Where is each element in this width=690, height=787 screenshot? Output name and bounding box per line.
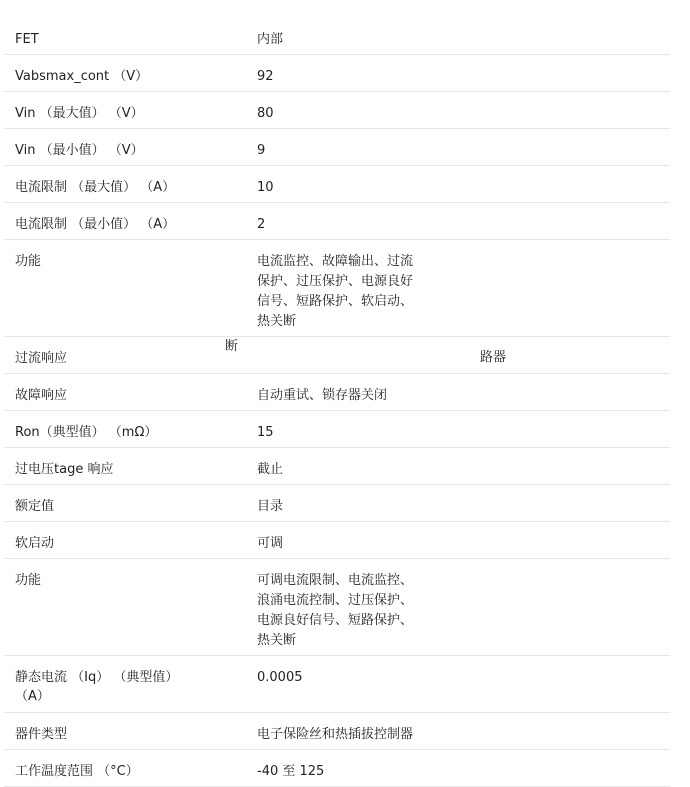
- value-line: 电流监控、故障输出、过流: [257, 254, 414, 269]
- table-row: [4, 129, 670, 166]
- table-row: [4, 337, 670, 374]
- row-value: [257, 252, 437, 332]
- table-row: [4, 374, 670, 411]
- table-row: [4, 55, 670, 92]
- row-value: -40 至 125: [257, 764, 325, 779]
- row-label: Vabsmax_cont （V）: [15, 69, 149, 84]
- row-label: 功能: [15, 573, 42, 588]
- row-value: 92: [257, 69, 274, 84]
- table-row: [4, 559, 670, 656]
- table-row: [4, 656, 670, 713]
- value-line: 浪涌电流控制、过压保护、: [257, 593, 414, 608]
- label-line: 静态电流 （Iq） （典型值）: [15, 670, 179, 685]
- row-value: 80: [257, 106, 274, 121]
- value-line: 信号、短路保护、软启动、: [257, 294, 414, 309]
- label-line: （A）: [15, 689, 50, 704]
- row-label: 器件类型: [15, 727, 68, 742]
- row-value-fragment: 路器: [480, 350, 507, 365]
- table-row: [4, 166, 670, 203]
- row-value: 目录: [257, 499, 284, 514]
- table-row: [4, 203, 670, 240]
- row-label: 软启动: [15, 536, 55, 551]
- table-row: [4, 522, 670, 559]
- row-value: 自动重试、锁存器关闭: [257, 388, 388, 403]
- row-value: 9: [257, 143, 266, 158]
- row-label: Ron（典型值） （mΩ）: [15, 425, 158, 440]
- row-label: 过流响应: [15, 351, 68, 366]
- row-value: 电子保险丝和热插拔控制器: [257, 727, 414, 742]
- row-label: 功能: [15, 254, 42, 269]
- row-label: [15, 668, 215, 706]
- row-value-fragment: 断: [225, 339, 239, 354]
- value-line: 电源良好信号、短路保护、: [257, 613, 414, 628]
- table-row: [4, 713, 670, 750]
- table-row: [4, 411, 670, 448]
- table-row: [4, 750, 670, 787]
- value-line: 保护、过压保护、电源良好: [257, 274, 414, 289]
- value-line: 热关断: [257, 633, 297, 648]
- row-value: 可调: [257, 536, 284, 551]
- row-value: [257, 571, 437, 651]
- row-label: FET: [15, 32, 39, 47]
- row-label: Vin （最大值） （V）: [15, 106, 144, 121]
- row-label: 工作温度范围 （°C）: [15, 764, 139, 779]
- row-label: 过电压tage 响应: [15, 462, 114, 477]
- table-row: [4, 240, 670, 337]
- table-row: [4, 92, 670, 129]
- row-value: 2: [257, 217, 266, 232]
- table-row: [4, 18, 670, 55]
- value-line: 热关断: [257, 314, 297, 329]
- table-row: [4, 448, 670, 485]
- row-value: 内部: [257, 32, 284, 47]
- table-row: [4, 485, 670, 522]
- row-label: 电流限制 （最大值） （A）: [15, 180, 176, 195]
- row-label: 额定值: [15, 499, 55, 514]
- row-value: 截止: [257, 462, 284, 477]
- row-value: 15: [257, 425, 274, 440]
- row-label: Vin （最小值） （V）: [15, 143, 144, 158]
- row-label: 电流限制 （最小值） （A）: [15, 217, 176, 232]
- row-value: 0.0005: [257, 670, 303, 685]
- spec-table: [4, 18, 670, 787]
- row-label: 故障响应: [15, 388, 68, 403]
- row-value: 10: [257, 180, 274, 195]
- value-line: 可调电流限制、电流监控、: [257, 573, 414, 588]
